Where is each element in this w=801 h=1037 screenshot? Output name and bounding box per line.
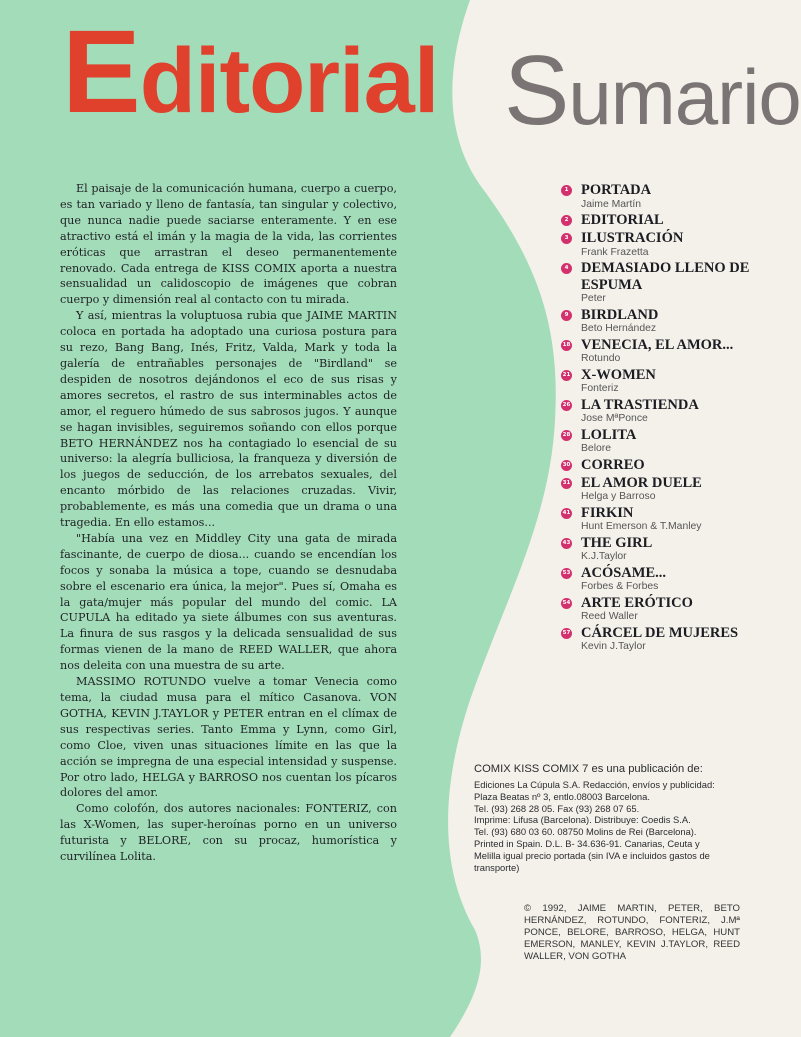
publication-line: Tel. (93) 268 28 05. Fax (93) 268 07 65.: [474, 802, 640, 814]
page-number-badge: 53: [561, 568, 572, 579]
publication-line: Printed in Spain. D.L. B- 34.636-91. Canarias, Ceuta y: [474, 837, 700, 849]
toc-title: BIRDLAND: [581, 306, 659, 323]
toc-item: [561, 595, 766, 624]
toc-title: EL AMOR DUELE: [581, 474, 702, 491]
toc-title: THE GIRL: [581, 534, 653, 551]
toc-item: [561, 427, 766, 456]
copyright-notice: © 1992, JAIME MARTIN, PETER, BETO HERNÁNDEZ, ROTUNDO, FONTERIZ, J.Mª PONCE, BELORE, BARROSO, HELGA, HUNT EMERSON, MANLEY, KEVIN J.TAYLOR, REED WALLER, VON GOTHA: [524, 903, 740, 963]
page-number-badge: 1: [561, 185, 572, 196]
toc-item: [561, 505, 766, 534]
toc-item: [561, 230, 766, 259]
toc-author: K.J.Taylor: [581, 551, 627, 562]
publication-line: transporte): [474, 861, 520, 873]
toc-title: DEMASIADO LLENO DE ESPUMA: [581, 260, 750, 293]
page-number-badge: 41: [561, 508, 572, 519]
toc-author: Hunt Emerson & T.Manley: [581, 521, 702, 532]
toc-item: [561, 475, 766, 504]
page-number-badge: 2: [561, 215, 572, 226]
toc-author: Forbes & Forbes: [581, 581, 659, 592]
toc-item: [561, 565, 766, 594]
toc-title: X-WOMEN: [581, 366, 656, 383]
toc-author: Rotundo: [581, 353, 621, 364]
page-number-badge: 31: [561, 478, 572, 489]
toc-author: Helga y Barroso: [581, 491, 656, 502]
editorial-paragraph: "Había una vez en Middley City una gata de mirada fascinante, de cuerpo de diosa... cuando se encendían los focos y sonaba la música a tope, cuando se desnudaba sobre el escenario era única, la mejor". Pues sí, Omaha es la gata/mujer más popular del mundo del comic. LA CUPULA ha editado ya siete álbumes con sus aventuras. La finura de sus rasgos y la delicada sensualidad de sus formas vienen de la mano de REED WALLER, que ahora nos deleita con una muestra de su arte.: [60, 531, 397, 673]
page-number-badge: 21: [561, 370, 572, 381]
toc-author: Frank Frazetta: [581, 246, 649, 258]
page-number-badge: 54: [561, 598, 572, 609]
toc-author: Jose MªPonce: [581, 413, 648, 424]
toc-author: Kevin J.Taylor: [581, 641, 646, 652]
toc-title: CORREO: [581, 456, 645, 473]
toc-item: [561, 212, 766, 229]
page-number-badge: 30: [561, 460, 572, 471]
page-number-badge: 57: [561, 628, 572, 639]
toc-author: Peter: [581, 293, 606, 304]
toc-item: [561, 260, 766, 305]
toc-item: [561, 182, 766, 211]
toc-item: [561, 625, 766, 654]
toc-title: LOLITA: [581, 426, 637, 443]
editorial-paragraph: El paisaje de la comunicación humana, cuerpo a cuerpo, es tan variado y lleno de fantasía, tan singular y colectivo, que nunca nadie puede saciarse enteramente. Y en ese atractivo está el imán y la magia de la vida, las corrientes eróticas que arrastran el deseo permanentemente renovado. Cada entrega de KISS COMIX aporta a nuestra sensualidad un calidoscopio de imágenes que cobran cuerpo y dimensión real al contacto con tu mirada.: [60, 182, 397, 307]
publication-line: Plaza Beatas nº 3, entlo.08003 Barcelona.: [474, 790, 650, 802]
toc-title: ILUSTRACIÓN: [581, 230, 684, 246]
page-number-badge: 9: [561, 310, 572, 321]
toc-item: [561, 535, 766, 564]
toc-author: Belore: [581, 443, 612, 454]
toc-item: [561, 307, 766, 336]
toc-title: ARTE ERÓTICO: [581, 594, 693, 611]
publication-line: Tel. (93) 680 03 60. 08750 Molins de Rei (Barcelona).: [474, 826, 697, 838]
editorial-text: [60, 181, 397, 865]
publication-line: Imprime: Lifusa (Barcelona). Distribuye: Coedis S.A.: [474, 814, 691, 826]
toc-author: Fonteriz: [581, 383, 619, 394]
toc-title: PORTADA: [581, 182, 652, 198]
toc-title: EDITORIAL: [581, 212, 664, 228]
editorial-paragraph: Y así, mientras la voluptuosa rubia que JAIME MARTIN coloca en portada ha adoptado una curiosa postura para su rezo, Bang Bang, Inés, Fritz, Valda, Mark y toda la galería de entrañables personajes de "Birdland" se despiden de nosotros dejándonos el eco de sus risas y amores secretos, el rastro de sus interminables actos de amor, el reguero húmedo de sus sabrosos jugos. Y aunque se hagan invisibles, seguiremos soñando con ellos porque BETO HERNÁNDEZ nos ha contagiado lo esencial de su universo: la alegría bulliciosa, la franqueza y diversión de los juegos de seducción, de los arrebatos sexuales, del encanto mórbido de las relaciones cruzadas. Vivir, probablemente, es más una comedia que un drama o una tragedia. En ello estamos...: [60, 309, 397, 530]
sumario-title: Sumario: [504, 35, 801, 145]
editorial-paragraph: MASSIMO ROTUNDO vuelve a tomar Venecia como tema, la ciudad musa para el mítico Casanova. VON GOTHA, KEVIN J.TAYLOR y PETER entran en el clímax de sus respectivas series. Tanto Emma y Lynn, como Girl, como Cloe, viven unas situaciones límite en las que la acción se impregna de una especial intensidad y suspense. Por otro lado, HELGA y BARROSO nos cuentan los pícaros dolores del amor.: [60, 675, 397, 800]
toc-title: ACÓSAME...: [581, 564, 666, 581]
toc-author: Reed Waller: [581, 611, 638, 622]
page-number-badge: 18: [561, 340, 572, 351]
publication-line: Ediciones La Cúpula S.A. Redacción, envíos y publicidad:: [474, 779, 715, 790]
publication-info: [474, 762, 768, 873]
page-number-badge: 3: [561, 233, 572, 244]
editorial-title: Editorial: [62, 6, 439, 138]
toc-title: VENECIA, EL AMOR...: [581, 336, 734, 353]
page-number-badge: 43: [561, 538, 572, 549]
toc-item: [561, 457, 766, 474]
toc-title: FIRKIN: [581, 504, 634, 521]
toc-item: [561, 337, 766, 366]
toc-author: Beto Hernández: [581, 323, 657, 334]
toc-item: [561, 397, 766, 426]
table-of-contents: [561, 182, 766, 655]
editorial-paragraph: Como colofón, dos autores nacionales: FONTERIZ, con las X-Women, las super-heroínas porno en un universo futurista y BELORE, con su procaz, humorística y curvilínea Lolita.: [60, 802, 397, 864]
toc-title: CÁRCEL DE MUJERES: [581, 624, 739, 641]
toc-title: LA TRASTIENDA: [581, 396, 699, 413]
toc-item: [561, 367, 766, 396]
publication-line: Melilla igual precio portada (sin IVA e incluidos gastos de: [474, 849, 710, 861]
page-number-badge: 28: [561, 430, 572, 441]
toc-author: Jaime Martín: [581, 198, 642, 210]
page-number-badge: 4: [561, 263, 572, 274]
publication-heading: COMIX KISS COMIX 7 es una publicación de:: [474, 763, 703, 775]
page-number-badge: 26: [561, 400, 572, 411]
